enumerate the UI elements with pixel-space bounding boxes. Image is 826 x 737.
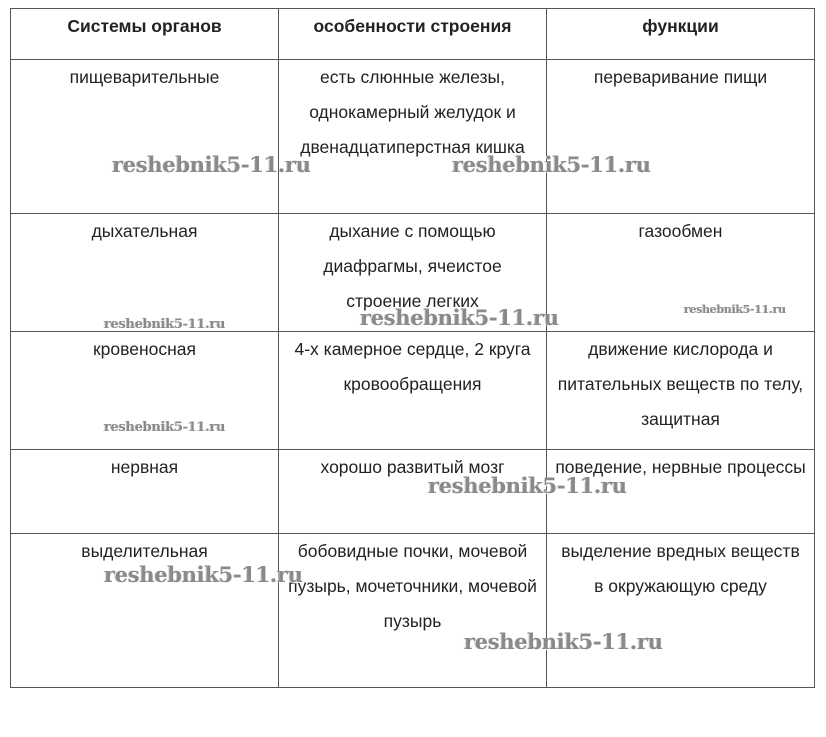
header-cell-functions: функции <box>547 9 815 60</box>
table-row <box>11 332 815 450</box>
table-row <box>11 60 815 214</box>
organ-systems-table <box>10 8 815 688</box>
table-cell: газообмен <box>547 214 815 332</box>
table-row <box>11 214 815 332</box>
table-cell: дыхательная <box>11 214 279 332</box>
table-cell: выделительная <box>11 534 279 688</box>
table-row <box>11 534 815 688</box>
table-row <box>11 450 815 534</box>
watermark-text: reshebnik5-11.ru <box>112 152 311 177</box>
watermark-text: reshebnik5-11.ru <box>104 420 226 435</box>
watermark-text: reshebnik5-11.ru <box>104 317 226 332</box>
header-cell-structure: особенности строения <box>279 9 547 60</box>
table-cell: кровеносная <box>11 332 279 450</box>
table-cell: переваривание пищи <box>547 60 815 214</box>
watermark-text: reshebnik5-11.ru <box>360 305 559 330</box>
table-cell: дыхание с помощью диафрагмы, ячеистое строение легких <box>279 214 547 332</box>
table-cell: бобовидные почки, мочевой пузырь, мочеточники, мочевой пузырь <box>279 534 547 688</box>
watermark-text: reshebnik5-11.ru <box>452 152 651 177</box>
table-cell: пищеварительные <box>11 60 279 214</box>
watermark-text: reshebnik5-11.ru <box>684 303 786 316</box>
table-cell: 4-х камерное сердце, 2 круга кровообращения <box>279 332 547 450</box>
table-cell: нервная <box>11 450 279 534</box>
table-cell: выделение вредных веществ в окружающую среду <box>547 534 815 688</box>
table-cell: есть слюнные железы, однокамерный желудок и двенадцатиперстная кишка <box>279 60 547 214</box>
watermark-text: reshebnik5-11.ru <box>464 629 663 654</box>
watermark-text: reshebnik5-11.ru <box>104 562 303 587</box>
header-cell-systems: Системы органов <box>11 9 279 60</box>
watermark-text: reshebnik5-11.ru <box>428 473 627 498</box>
table-cell: движение кислорода и питательных веществ по телу, защитная <box>547 332 815 450</box>
table-cell: поведение, нервные процессы <box>547 450 815 534</box>
table-cell: хорошо развитый мозг <box>279 450 547 534</box>
table-header-row <box>11 9 815 60</box>
